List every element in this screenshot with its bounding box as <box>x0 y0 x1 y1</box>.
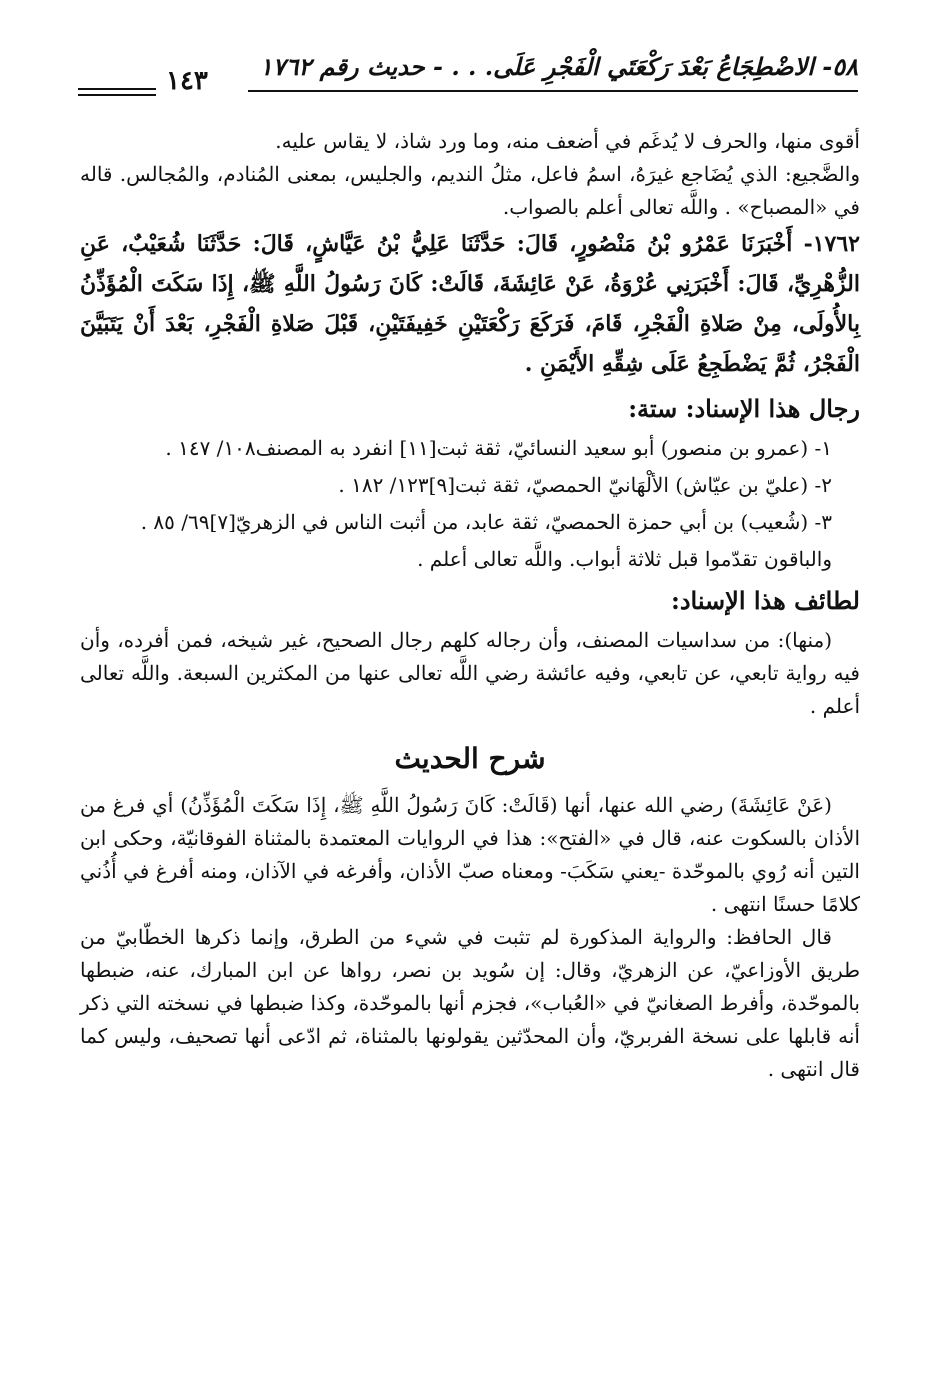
section-heading-lataif: لطائف هذا الإسناد: <box>670 586 860 615</box>
paragraph: والضَّجيع: الذي يُضَاجع غيرَهُ، اسمُ فاعل، مثلُ النديم، والجليس، بمعنى المُنادم، والمُجالس. قاله في «المصباح» . واللَّه تعالى أعلم بالصواب. <box>80 162 860 219</box>
narrator-list <box>80 432 860 539</box>
paragraph: (عَنْ عَائِشَةَ) رضي الله عنها، أنها (قَالَتْ: كَانَ رَسُولُ اللَّهِ ﷺ، إِذَا سَكَتَ الْمُؤَذِّنُ) أي فرغ من الأذان بالسكوت عنه، قال في «الفتح»: هذا في الروايات المعتمدة بالمثناة الفوقانيّة، وحكى ابن التين أنه رُوي بالموحّدة -يعني سَكَبَ- ومعناه صبّ الأذان، وأفرغه في الآذان، ومنه أفرغ في أُذُني كلامًا حسنًا انتهى . <box>80 793 860 916</box>
section-title-sharh: شرح الحديث <box>394 742 546 775</box>
paragraph: أقوى منها، والحرف لا يُدغَم في أضعف منه، وما ورد شاذ، لا يقاس عليه. <box>275 129 860 153</box>
header-rule-short <box>78 88 156 90</box>
header-rule-short-lower <box>78 94 156 96</box>
page-number: ١٤٣ <box>166 66 208 96</box>
paragraph: والباقون تقدّموا قبل ثلاثة أبواب. واللَّه تعالى أعلم . <box>417 547 832 571</box>
page-header <box>78 52 858 112</box>
hadith-text: ١٧٦٢- أَخْبَرَنَا عَمْرُو بْنُ مَنْصُورٍ، قَالَ: حَدَّثَنَا عَلِيُّ بْنُ عَيَّاشٍ، قَالَ: حَدَّثَنَا شُعَيْبٌ، عَنِ الزُّهْرِيِّ، قَالَ: أَخْبَرَنِي عُرْوَةُ، عَنْ عَائِشَةَ، قَالَتْ: كَانَ رَسُولُ اللَّهِ ﷺ، إِذَا سَكَتَ الْمُؤَذِّنُ بِالأُولَى، مِنْ صَلاةِ الْفَجْرِ، قَامَ، فَرَكَعَ رَكْعَتَيْنِ خَفِيفَتَيْنِ، قَبْلَ صَلاةِ الْفَجْرِ، بَعْدَ أَنْ يَتَبَيَّنَ الْفَجْرُ، ثُمَّ يَضْطَجِعُ عَلَى شِقِّهِ الأَيْمَنِ . <box>80 231 860 377</box>
narrator-item: ٢- (عليّ بن عيّاش) الألْهَانيّ الحمصيّ، ثقة ثبت[٩]١٢٣/ ١٨٢ . <box>338 473 832 497</box>
paragraph: قال الحافظ: والرواية المذكورة لم تثبت في شيء من الطرق، وإنما ذكرها الخطّابيّ من طريق الأوزاعيّ، عن الزهريّ، وقال: إن سُويد بن نصر، رواها عن ابن المبارك، عنه، ضبطها بالموحّدة، وأفرط الصغانيّ في «العُباب»، فجزم أنها بالموحّدة، وكذا ضبطها في نسخته التي ذكر أنه قابلها على نسخة الفربريّ، وأن المحدّثين يقولونها بالمثناة، ثم ادّعى أنها تصحيف، وليس كما قال انتهى . <box>80 925 860 1081</box>
header-rule <box>248 90 858 92</box>
page-body <box>80 125 860 1086</box>
section-heading-narrators: رجال هذا الإسناد: ستة: <box>628 394 860 423</box>
running-title: ٥٨- الاضْطِجَاعُ بَعْدَ رَكْعَتَي الْفَجْرِ عَلَى. . . - حديث رقم ١٧٦٢ <box>259 52 858 81</box>
narrator-item: ٣- (شُعيب) بن أبي حمزة الحمصيّ، ثقة عابد، من أثبت الناس في الزهريّ[٧]٦٩/ ٨٥ . <box>140 510 832 534</box>
paragraph: (منها): من سداسيات المصنف، وأن رجاله كلهم رجال الصحيح، غير شيخه، فمن أفرده، وأن فيه رواية تابعي، عن تابعي، وفيه عائشة رضي اللَّه تعالى عنها من المكثرين السبعة. واللَّه تعالى أعلم . <box>80 628 860 718</box>
narrator-item: ١- (عمرو بن منصور) أبو سعيد النسائيّ، ثقة ثبت[١١] انفرد به المصنف١٠٨/ ١٤٧ . <box>165 436 832 460</box>
